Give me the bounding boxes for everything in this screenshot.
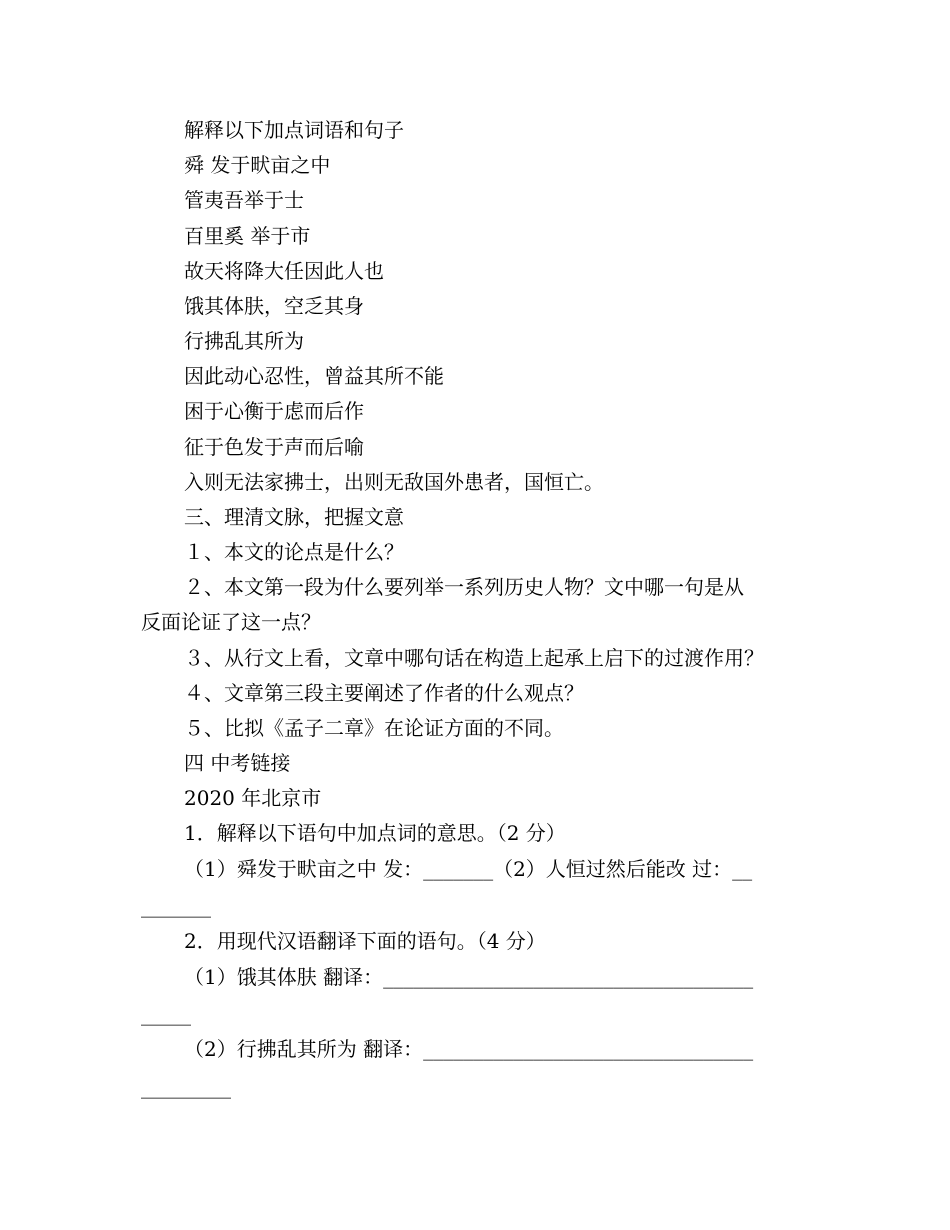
text-line: 征于色发于声而后喻 (184, 435, 364, 459)
answer-blank: _____ (141, 1002, 191, 1026)
answer-blank: _______ (141, 894, 211, 918)
section-heading: 三、理清文脉，把握文意 (184, 505, 404, 529)
exam-question-2-item-2: （2）行拂乱其所为 翻译：_________________________________ (184, 1037, 754, 1061)
text-line: 因此动心忍性，曾益其所不能 (184, 364, 444, 388)
question-2: ２、本文第一段为什么要列举一系列历史人物？文中哪一句是从 (184, 575, 744, 599)
text-line: 故天将降大任因此人也 (184, 259, 384, 283)
text-line: 入则无法家拂士，出则无敌国外患者，国恒亡。 (184, 470, 604, 494)
exam-question-2-item-1: （1）饿其体肤 翻译：_____________________________________ (184, 965, 754, 989)
text-line: 困于心衡于虑而后作 (184, 399, 364, 423)
exam-question-2: 2．用现代汉语翻译下面的语句。（4 分） (184, 929, 546, 953)
text-line: 解释以下加点词语和句子 (184, 118, 404, 142)
text-line: 行拂乱其所为 (184, 329, 304, 353)
exam-source: 2020 年北京市 (184, 786, 322, 810)
exam-question-1: 1．解释以下语句中加点词的意思。（2 分） (184, 821, 566, 845)
section-heading: 四 中考链接 (184, 751, 291, 775)
text-line: 饿其体肤，空乏其身 (184, 294, 364, 318)
text-line: 百里奚 举于市 (184, 224, 311, 248)
question-2-continued: 反面论证了这一点？ (141, 610, 321, 634)
text-line: 舜 发于畎亩之中 (184, 153, 331, 177)
question-5: ５、比拟《孟子二章》在论证方面的不同。 (184, 716, 564, 740)
answer-blank: _________ (141, 1075, 231, 1099)
question-1: １、本文的论点是什么？ (184, 540, 404, 564)
exam-question-1-items: （1）舜发于畎亩之中 发：_______（2）人恒过然后能改 过：__ (184, 857, 753, 881)
text-line: 管夷吾举于士 (184, 188, 304, 212)
question-4: ４、文章第三段主要阐述了作者的什么观点？ (184, 681, 584, 705)
question-3: ３、从行文上看，文章中哪句话在构造上起承上启下的过渡作用？ (184, 646, 764, 670)
